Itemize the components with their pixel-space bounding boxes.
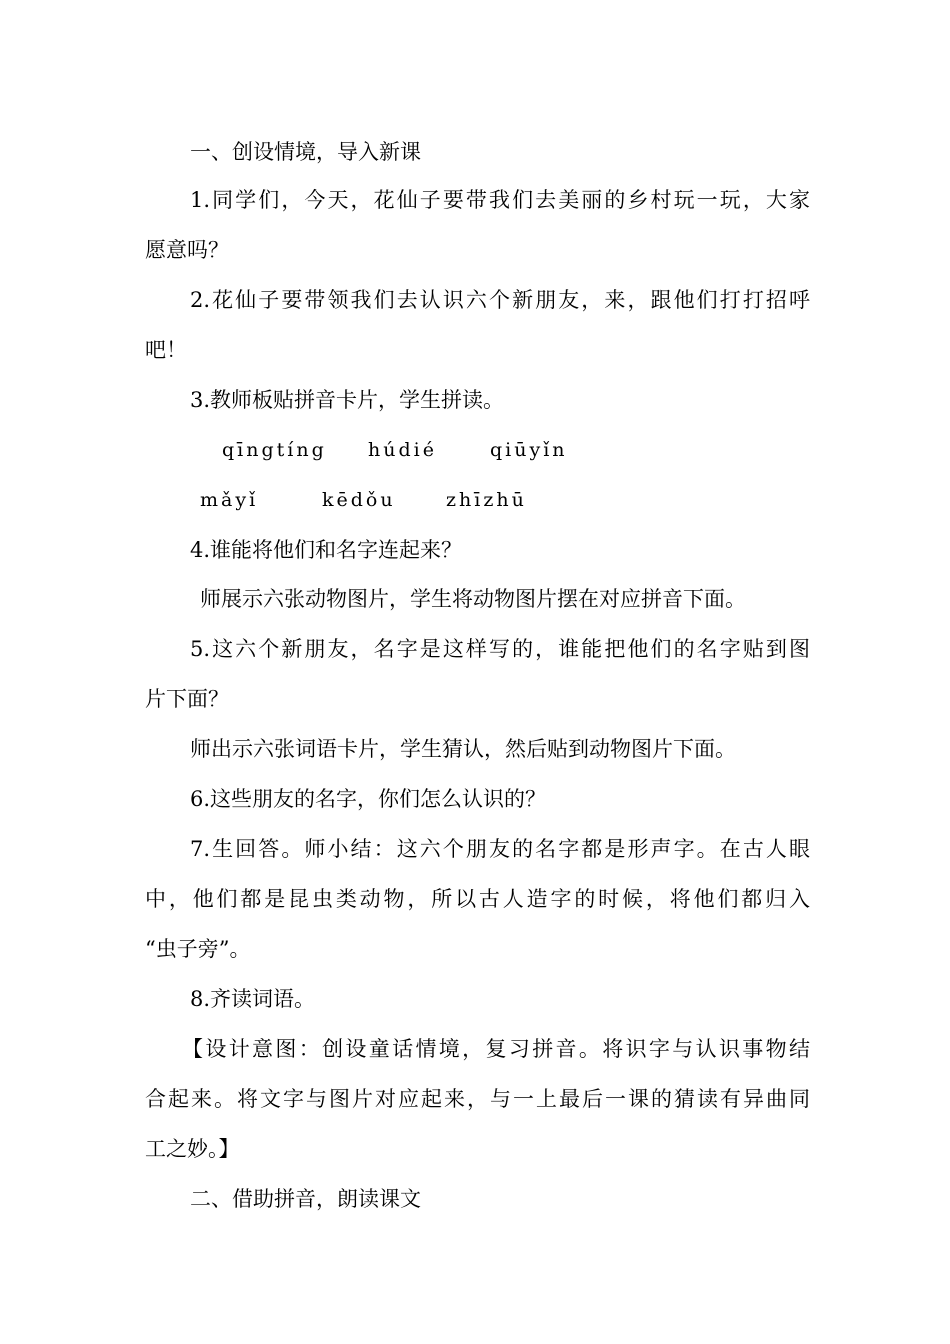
paragraph-line: 8.齐读词语。	[190, 987, 316, 1011]
pinyin-word: húdié	[368, 439, 437, 461]
paragraph-line: 7.生回答。师小结：这六个朋友的名字都是形声字。在古人眼	[190, 837, 810, 861]
design-intent-line: 【设计意图：创设童话情境，复习拼音。将识字与认识事物结	[182, 1037, 810, 1061]
pinyin-word: kēdǒu	[322, 489, 396, 511]
paragraph-line: 师展示六张动物图片，学生将动物图片摆在对应拼音下面。	[200, 587, 746, 611]
paragraph-line: 吧！	[145, 338, 187, 362]
pinyin-word: mǎyǐ	[200, 489, 259, 511]
design-intent-line: 合起来。将文字与图片对应起来，与一上最后一课的猜读有异曲同	[145, 1087, 810, 1111]
paragraph-line: 3.教师板贴拼音卡片，学生拼读。	[190, 388, 505, 412]
paragraph-line: 6.这些朋友的名字，你们怎么认识的？	[190, 787, 547, 811]
section-heading-1: 一、创设情境，导入新课	[190, 140, 421, 164]
pinyin-word: zhīzhū	[446, 489, 527, 511]
design-intent-line: 工之妙。】	[145, 1137, 240, 1161]
paragraph-line: 片下面？	[145, 687, 229, 711]
paragraph-line: 1.同学们，今天，花仙子要带我们去美丽的乡村玩一玩，大家	[190, 188, 810, 212]
paragraph-line: 愿意吗？	[145, 238, 229, 262]
pinyin-word: qīngtíng	[222, 439, 327, 461]
paragraph-line: 5.这六个新朋友，名字是这样写的，谁能把他们的名字贴到图	[190, 637, 810, 661]
paragraph-line: 4.谁能将他们和名字连起来？	[190, 538, 463, 562]
paragraph-line: 2.花仙子要带领我们去认识六个新朋友，来，跟他们打打招呼	[190, 288, 810, 312]
paragraph-line: “虫子旁”。	[145, 937, 251, 961]
paragraph-line: 中，他们都是昆虫类动物，所以古人造字的时候，将他们都归入	[145, 887, 810, 911]
section-heading-2: 二、借助拼音，朗读课文	[190, 1187, 421, 1211]
paragraph-line: 师出示六张词语卡片，学生猜认，然后贴到动物图片下面。	[190, 737, 736, 761]
pinyin-word: qiūyǐn	[490, 439, 568, 461]
